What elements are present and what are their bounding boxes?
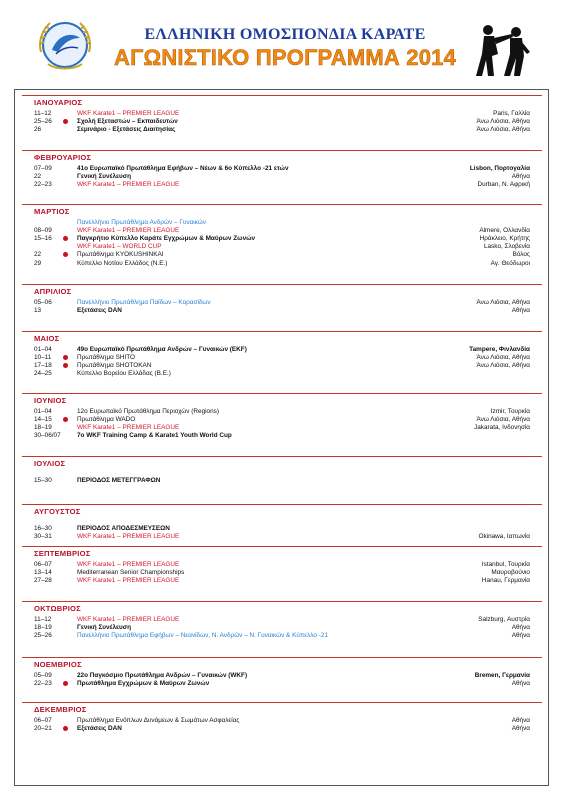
month-section [22,150,542,200]
event-row [22,369,542,378]
section-divider [22,150,542,151]
event-date: 22–23 [34,181,52,189]
event-date: 11–12 [34,110,52,117]
bullet-dot-icon [63,355,68,360]
page-header [0,0,563,92]
event-date: 13–14 [34,569,52,577]
event-name: WKF Karate1 – WORLD CUP [77,243,162,251]
event-date: 22 [34,251,42,259]
section-divider [22,702,542,703]
event-location: Tampere, Φινλανδία [469,346,530,353]
event-location: Άνω Λιόσια, Αθήνα [476,354,530,362]
section-divider [22,456,542,457]
bullet-dot-icon [63,417,68,422]
event-date: 18–19 [34,624,52,632]
event-row [22,125,542,134]
event-name: Πρωτάθλημα Ενόπλων Δυνάμεων & Σωμάτων Ασφαλείας [77,717,240,724]
event-location: Άνω Λιόσια, Αθήνα [476,362,530,370]
month-title: ΜΑΙΟΣ [34,334,60,343]
bullet-dot-icon [63,363,68,368]
event-location: Αθήνα [511,717,530,724]
event-name: 7o WKF Training Camp & Karate1 Youth World Cup [77,432,232,440]
event-location: Bremen, Γερμανία [474,672,530,679]
event-name: WKF Karate1 – PREMIER LEAGUE [77,561,180,568]
event-location: Αθήνα [511,624,530,632]
event-location: Αθήνα [511,725,530,733]
section-divider [22,284,542,285]
event-name: Πρωτάθλημα SHOTOKAN [77,362,152,370]
event-location: Durban, Ν. Αφρική [477,181,530,189]
event-name: Πρωτάθλημα KYOKUSHINKAI [77,251,164,259]
event-name: 49ο Ευρωπαϊκό Πρωτάθλημα Ανδρών – Γυναικών (EKF) [77,346,247,353]
event-date: 06–07 [34,561,52,568]
event-location: Izmir, Τουρκία [490,408,530,415]
month-title: ΜΑΡΤΙΟΣ [34,207,70,216]
event-name: WKF Karate1 – PREMIER LEAGUE [77,424,180,432]
event-location: Ηράκλειο, Κρήτης [479,235,530,243]
event-date: 05–09 [34,672,52,679]
month-section [22,284,542,334]
month-section [22,657,542,707]
event-location: Μαυροβούνιο [491,569,530,577]
event-name: Εξετάσεις DAN [77,307,122,315]
event-location: Αθήνα [511,173,530,181]
event-name: Πανελλήνιο Πρωτάθλημα Ανδρών – Γυναικών [77,219,206,226]
event-name: ΠΕΡΙΟΔΟΣ ΑΠΟΔΕΣΜΕΥΣΕΩΝ [77,525,170,532]
month-section [22,331,542,381]
event-location: Lasko, Σλοβενία [483,243,530,251]
event-date: 11–12 [34,616,52,623]
event-date: 30–31 [34,533,52,541]
event-row [22,576,542,585]
month-title: ΙΟΥΝΙΟΣ [34,396,67,405]
event-date: 15–16 [34,235,52,243]
bullet-dot-icon [63,726,68,731]
bullet-dot-icon [63,236,68,241]
event-date: 24–25 [34,370,52,378]
section-divider [22,95,542,96]
event-date: 07–09 [34,165,52,172]
event-row [22,431,542,440]
event-date: 13 [34,307,42,315]
month-title: ΔΕΚΕΜΒΡΙΟΣ [34,705,87,714]
bullet-dot-icon [63,681,68,686]
event-location: Άνω Λιόσια, Αθήνα [476,118,530,126]
event-location: Αθήνα [511,680,530,688]
event-row [22,724,542,733]
event-location: Almere, Ολλανδία [479,227,530,235]
event-location: Άνω Λιόσια, Αθήνα [476,126,530,134]
section-divider [22,393,542,394]
event-date: 25–26 [34,632,52,640]
event-date: 30–06/07 [34,432,61,440]
event-name: Γενική Συνέλευση [77,624,132,632]
event-row [22,679,542,688]
event-location: Άνω Λιόσια, Αθήνα [476,299,530,306]
event-name: Πρωτάθλημα WADO [77,416,136,424]
event-date: 10–11 [34,354,52,362]
event-date: 22 [34,173,42,181]
event-name: WKF Karate1 – PREMIER LEAGUE [77,227,180,235]
federation-logo-icon [34,14,96,76]
event-location: Salzburg, Αυστρία [478,616,530,623]
month-title: ΙΑΝΟΥΑΡΙΟΣ [34,98,83,107]
event-location: Paris, Γαλλία [493,110,530,117]
federation-name: ΕΛΛΗΝΙΚΗ ΟΜΟΣΠΟΝΔΙΑ ΚΑΡΑΤΕ [144,26,426,43]
event-name: Σχολή Εξεταστών – Εκπαιδευτών [77,118,178,126]
section-divider [22,331,542,332]
event-location: Αγ. Θεόδωροι [490,259,530,267]
event-name: WKF Karate1 – PREMIER LEAGUE [77,577,180,585]
event-date: 27–28 [34,577,52,585]
event-row [22,532,542,541]
event-name: Mediterranean Senior Championships [77,569,185,577]
event-name: 12ο Ευρωπαϊκό Πρωτάθλημα Περιοχών (Regions) [77,408,219,415]
month-title: ΑΠΡΙΛΙΟΣ [34,287,72,296]
event-date: 29 [34,259,42,267]
month-section [22,393,542,443]
event-name: Πανελλήνιο Πρωτάθλημα Παίδων – Κορασίδων [77,299,211,306]
section-divider [22,204,542,205]
month-title: ΣΕΠΤΕΜΒΡΙΟΣ [34,549,91,558]
event-row [22,180,542,189]
event-date: 15–30 [34,477,52,484]
section-divider [22,601,542,602]
event-name: Γενική Συνέλευση [77,173,132,181]
month-section [22,601,542,651]
event-name: 22ο Παγκόσμιο Πρωτάθλημα Ανδρών – Γυναικών (WKF) [77,672,248,679]
event-date: 22–23 [34,680,52,688]
month-section [22,204,542,267]
bullet-dot-icon [63,119,68,124]
page-title: ΑΓΩΝΙΣΤΙΚΟ ΠΡΟΓΡΑΜΜΑ 2014 [113,45,457,70]
event-date: 26 [34,126,42,134]
event-name: Κύπελλο Νοτίου Ελλάδος (Ν.Ε.) [77,259,168,267]
event-name: WKF Karate1 – PREMIER LEAGUE [77,181,180,189]
event-location: Lisbon, Πορτογαλία [469,165,530,172]
karate-fighters-icon [472,20,532,82]
event-location: Βόλος [512,251,530,259]
event-row [22,631,542,640]
event-date: 20–21 [34,725,52,733]
event-row [22,306,542,315]
event-date: 08–09 [34,227,52,235]
event-date: 06–07 [34,717,52,724]
event-name: Πρωτάθλημα Εγχρώμων & Μαύρων Ζωνών [77,680,210,688]
event-name: Κύπελλο Βορείου Ελλάδας (Β.Ε.) [77,370,171,378]
month-title: ΦΕΒΡΟΥΑΡΙΟΣ [34,153,92,162]
event-location: Αθήνα [511,307,530,315]
event-location: Hanau, Γερμανία [481,577,530,585]
event-date: 16–30 [34,525,52,532]
event-location: Okinawa, Ιαπωνία [478,533,530,541]
event-row [22,259,542,268]
event-location: Istanbul, Τουρκία [481,561,530,568]
section-divider [22,546,542,547]
month-section [22,95,542,145]
event-name: WKF Karate1 – PREMIER LEAGUE [77,616,180,623]
event-location: Αθήνα [511,632,530,640]
event-location: Jakarata, Ινδονησία [474,424,530,432]
event-date: 18–19 [34,424,52,432]
event-date: 17–18 [34,362,52,370]
event-row [22,476,542,485]
event-name: ΠΕΡΙΟΔΟΣ ΜΕΤΕΓΓΡΑΦΩΝ [77,477,161,484]
month-section [22,546,542,596]
event-date: 05–06 [34,299,52,306]
section-divider [22,657,542,658]
event-name: Πρωτάθλημα SHITO [77,354,136,362]
month-title: ΙΟΥΛΙΟΣ [34,459,66,468]
event-name: Παγκρήτιο Κύπελλο Καράτε Εγχρώμων & Μαύρων Ζωνών [77,235,256,243]
bullet-dot-icon [63,252,68,257]
event-name: Εξετάσεις DAN [77,725,122,733]
event-name: Πανελλήνιο Πρωτάθλημα Εφήβων – Νεανίδων, Ν. Ανδρών – Ν. Γυναικών & Κύπελλο -21 [77,632,328,640]
event-name: WKF Karate1 – PREMIER LEAGUE [77,533,180,541]
month-title: ΝΟΕΜΒΡΙΟΣ [34,660,82,669]
event-name: 41ο Ευρωπαϊκό Πρωτάθλημα Εφήβων – Νέων & 6ο Κύπελλο -21 ετών [77,165,289,172]
event-date: 25–26 [34,118,52,126]
event-location: Άνω Λιόσια, Αθήνα [476,416,530,424]
event-name: WKF Karate1 – PREMIER LEAGUE [77,110,180,117]
event-date: 01–04 [34,408,52,415]
month-section [22,702,542,752]
month-title: ΟΚΤΩΒΡΙΟΣ [34,604,81,613]
event-date: 14–15 [34,416,52,424]
month-section [22,456,542,506]
event-name: Σεμινάριο - Εξετάσεις Διαιτησίας [77,126,176,134]
month-title: ΑΥΓΟΥΣΤΟΣ [34,507,81,516]
event-date: 01–04 [34,346,52,353]
section-divider [22,504,542,505]
